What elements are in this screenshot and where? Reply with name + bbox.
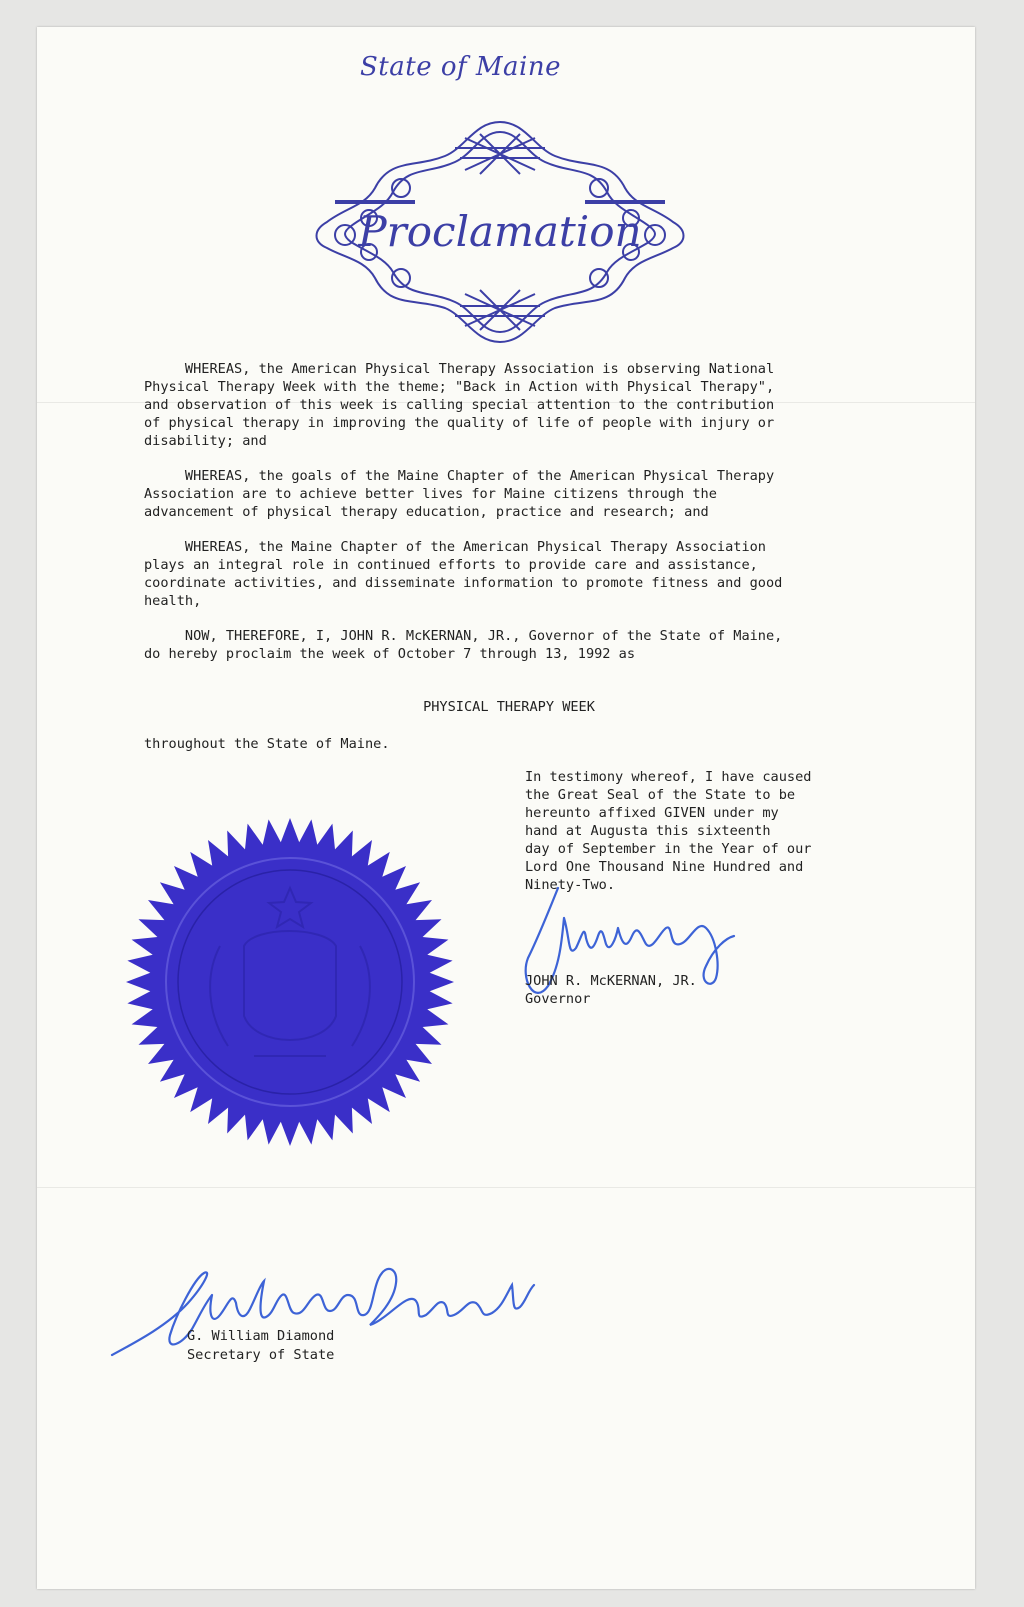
great-seal — [124, 816, 456, 1148]
closing-line: throughout the State of Maine. — [144, 736, 390, 752]
proclaimed-week: PHYSICAL THERAPY WEEK — [423, 699, 595, 715]
therefore-paragraph: NOW, THEREFORE, I, JOHN R. McKERNAN, JR., Governor of the State of Maine, do hereby proclaim the week of October 7 through 13, 1992 as — [144, 628, 783, 662]
paper-fold-line — [37, 1187, 975, 1188]
governor-title: Governor — [525, 991, 591, 1007]
secretary-name: G. William Diamond — [187, 1328, 335, 1344]
proclamation-ornament — [305, 118, 695, 346]
governor-name: JOHN R. McKERNAN, JR. — [525, 973, 697, 989]
whereas-paragraph-1: WHEREAS, the American Physical Therapy Association is observing National Physical Therapy Week with the theme; "Back in Action with Physical Therapy", and observation of this week is calling special attention to the contribution of physical therapy in improving the quality of life of people with injury or disability; and — [144, 361, 775, 449]
state-title: State of Maine — [360, 52, 561, 82]
whereas-paragraph-2: WHEREAS, the goals of the Maine Chapter of the American Physical Therapy Association are to achieve better lives for Maine citizens through the advancement of physical therapy education, practice and research; and — [144, 468, 775, 520]
whereas-paragraph-3: WHEREAS, the Maine Chapter of the American Physical Therapy Association plays an integral role in continued efforts to provide care and assistance, coordinate activities, and disseminate information to promote fitness and good health, — [144, 539, 783, 609]
proclamation-title: Proclamation — [358, 207, 642, 256]
secretary-title: Secretary of State — [187, 1347, 335, 1363]
testimony-text: In testimony whereof, I have caused the Great Seal of the State to be hereunto affixed GIVEN under my hand at Augusta this sixteenth day of September in the Year of our Lord One Thousand Nine Hundred and Ninety-Two. — [525, 769, 812, 893]
